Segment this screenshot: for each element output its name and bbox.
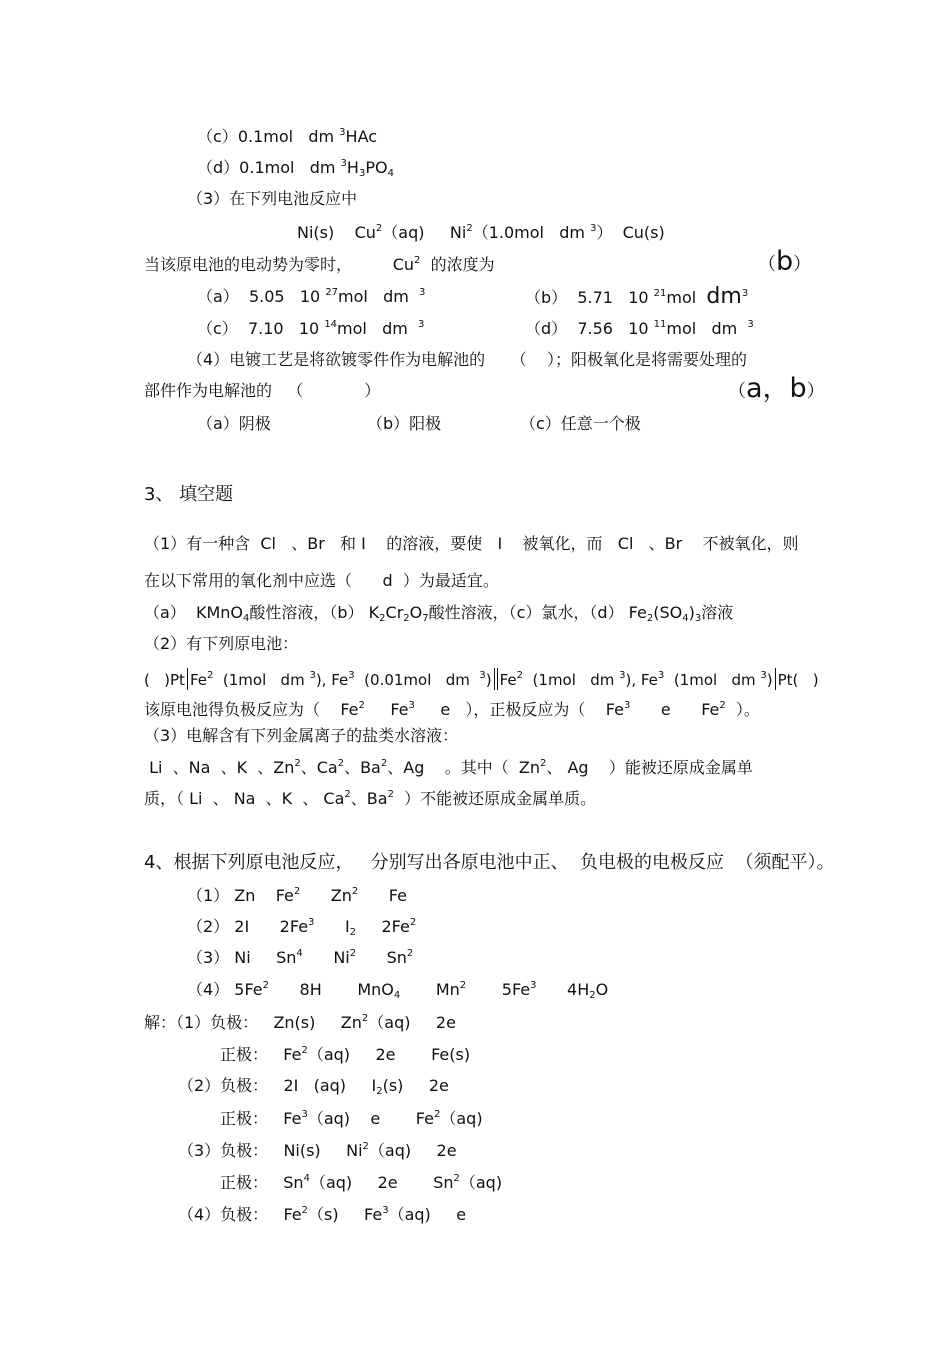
option-any-electrode: （c）任意一个极 bbox=[520, 414, 641, 433]
reaction-4: （4） 5Fe$^2$ 8H MnO$_4$ Mn$^2$ 5Fe$^3$ $4H_2O$ bbox=[187, 980, 609, 1001]
phase-boundary bbox=[775, 668, 776, 690]
solution-1-positive: 正极： Fe$^2$（aq) 2e Fe(s) bbox=[220, 1045, 471, 1064]
solution-4-negative: （4）负极： Fe$^2$（s) Fe$^3$（aq) e bbox=[178, 1205, 467, 1224]
phase-boundary bbox=[187, 668, 188, 690]
section-4-heading: 4、根据下列原电池反应， 分别写出各原电池中正、 负电极的电极反应 （须配平）。 bbox=[144, 852, 835, 873]
option-d-conc: （d） 7.56 10 $^{11}$mol dm $^3$ bbox=[525, 319, 754, 338]
fill-1-options: （a） KMnO$_4$酸性溶液，（b） $K_2Cr_2O_7$酸性溶液，（c）氯水，（d） $Fe_2(SO_4)_3$溶液 bbox=[144, 603, 734, 624]
question-3-label: （3）在下列电池反应中 bbox=[187, 189, 358, 208]
fill-3-line2: 质，（ Li 、 Na 、K 、 Ca$^2$、Ba$^2$ ）不能被还原成金属单质。 bbox=[144, 789, 597, 808]
option-c-hac: （c）0.1mol dm $^3$HAc bbox=[197, 127, 378, 146]
solution-1-negative: 解：（1）负极： Zn(s) Zn$^2$（aq) 2e bbox=[144, 1013, 456, 1032]
reaction-3: （3） Ni Sn$^4$ Ni$^2$ Sn$^2$ bbox=[187, 948, 414, 967]
fill-3-label: （3）电解含有下列金属离子的盐类水溶液： bbox=[144, 726, 459, 745]
solution-2-positive: 正极： Fe$^3$（aq) e Fe$^2$（aq) bbox=[220, 1109, 483, 1128]
reaction-2: （2） 2I 2Fe$^3$ $I_2$ 2Fe$^2$ bbox=[187, 917, 417, 938]
cell-notation: ( )Pt Fe$^2$ (1mol dm $^3$), Fe$^3$ (0.01mol dm $^3$) Fe$^2$ (1mol dm $^3$), Fe$^3$ (1mol dm $^3$) Pt( ) bbox=[144, 670, 819, 689]
fill-1-line2: 在以下常用的氧化剂中应选（ d ）为最适宜。 bbox=[144, 571, 499, 590]
fill-2-label: （2）有下列原电池： bbox=[144, 634, 299, 653]
option-a-conc: （a） 5.05 10 $^{27}$mol dm $^3$ bbox=[197, 287, 426, 306]
option-b-conc: （b） 5.71 10 $^{21}$mol $dm^3$ bbox=[525, 284, 749, 309]
solution-3-positive: 正极： Sn$^4$（aq) 2e Sn$^2$（aq) bbox=[220, 1173, 503, 1192]
option-d-h3po4: （d）0.1mol dm $^3H_3PO_4$ bbox=[197, 158, 394, 179]
salt-bridge bbox=[494, 668, 498, 690]
fill-1-line1: （1）有一种含 Cl 、Br 和 I 的溶液，要使 I 被氧化，而 Cl 、Br 不被氧化，则 bbox=[144, 534, 799, 553]
option-cathode: （a）阴极 bbox=[197, 414, 271, 433]
fill-3-ions: Li 、Na 、K 、Zn$^2$、Ca$^2$、Ba$^2$、Ag 。其中（ Zn$^2$、 Ag ）能被还原成金属单 bbox=[144, 758, 753, 777]
question-4-line1: （4）电镀工艺是将欲镀零件作为电解池的 （ ）；阳极氧化是将需要处理的 bbox=[187, 350, 747, 369]
question-3-stem: 当该原电池的电动势为零时， Cu$^2$ 的浓度为 bbox=[144, 255, 495, 274]
option-c-conc: （c） 7.10 10 $^{14}$mol dm $^3$ bbox=[197, 319, 425, 338]
answer-a-b: （a，b） bbox=[728, 373, 825, 404]
solution-2-negative: （2）负极： 2I (aq) $I_2(s)$ 2e bbox=[178, 1076, 449, 1097]
section-3-heading: 3、 填空题 bbox=[144, 484, 234, 505]
option-anode: （b）阳极 bbox=[367, 414, 442, 433]
question-4-line2: 部件作为电解池的 （ ） bbox=[144, 381, 381, 400]
answer-b: （b） bbox=[758, 246, 812, 277]
solution-3-negative: （3）负极： Ni(s) Ni$^2$（aq) 2e bbox=[178, 1141, 457, 1160]
cell-reaction: Ni(s) Cu$^2$（aq) Ni$^2$（1.0mol dm $^3$） Cu(s) bbox=[297, 223, 665, 242]
fill-2-answer: 该原电池得负极反应为（ Fe$^2$ Fe$^3$ e ），正极反应为（ Fe$^3$ e Fe$^2$ ）。 bbox=[144, 700, 760, 719]
reaction-1: （1） Zn Fe$^2$ Zn$^2$ Fe bbox=[187, 886, 407, 905]
